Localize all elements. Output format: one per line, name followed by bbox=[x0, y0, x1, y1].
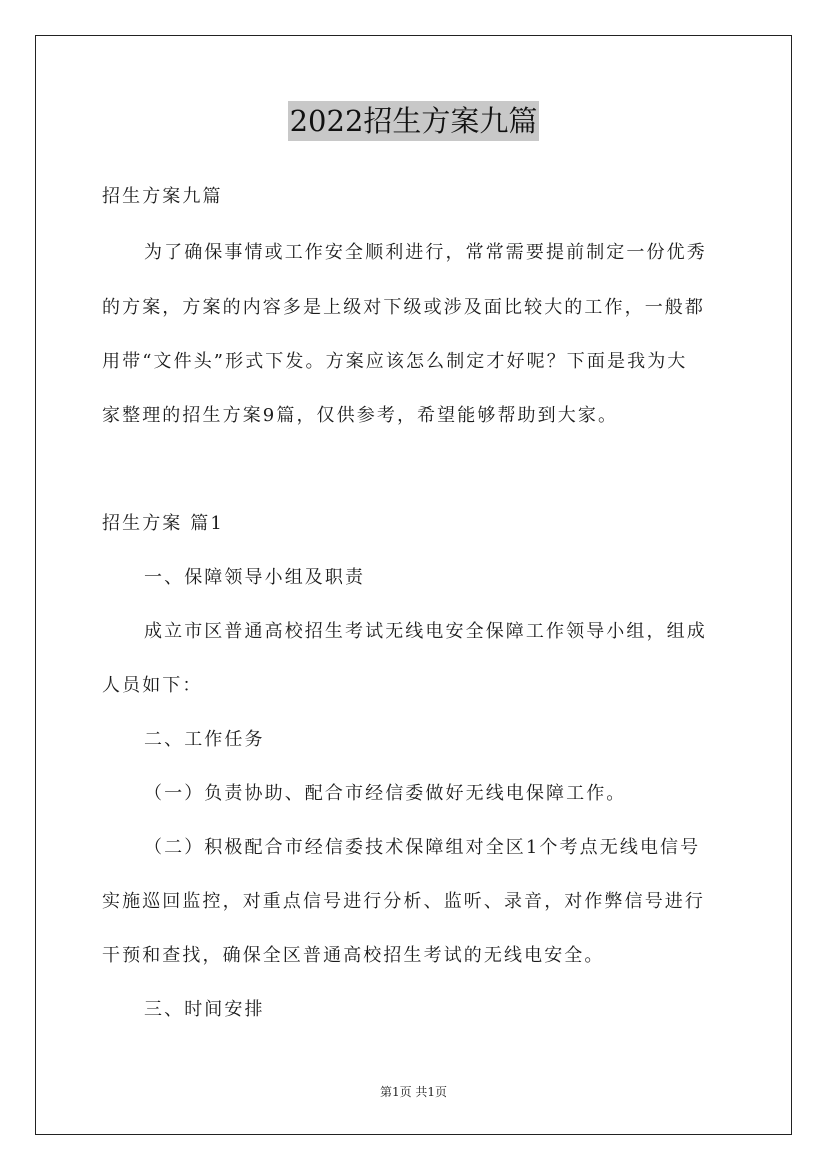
page-footer: 第1页 共1页 bbox=[379, 1085, 448, 1099]
body-line-5: （一）负责协助、配合市经信委做好无线电保障工作。 bbox=[144, 783, 627, 804]
intro-line-1: 为了确保事情或工作安全顺利进行，常常需要提前制定一份优秀 bbox=[144, 242, 707, 263]
body-line-9: 三、时间安排 bbox=[144, 999, 265, 1020]
body-line-1: 一、保障领导小组及职责 bbox=[144, 567, 366, 588]
body-line-6: （二）积极配合市经信委技术保障组对全区1个考点无线电信号 bbox=[144, 837, 701, 858]
body-line-2: 成立市区普通高校招生考试无线电安全保障工作领导小组，组成 bbox=[144, 621, 707, 642]
section-heading: 招生方案 篇1 bbox=[102, 513, 224, 534]
document-subtitle: 招生方案九篇 bbox=[102, 186, 223, 207]
body-line-3: 人员如下： bbox=[102, 675, 203, 696]
document-title: 2022招生方案九篇 bbox=[288, 101, 540, 141]
intro-line-4: 家整理的招生方案9篇，仅供参考，希望能够帮助到大家。 bbox=[102, 405, 619, 426]
intro-line-2: 的方案，方案的内容多是上级对下级或涉及面比较大的工作，一般都 bbox=[102, 297, 705, 318]
body-line-7: 实施巡回监控，对重点信号进行分析、监听、录音，对作弊信号进行 bbox=[102, 891, 705, 912]
title-container bbox=[0, 101, 827, 141]
intro-line-3: 用带“文件头”形式下发。方案应该怎么制定才好呢？下面是我为大 bbox=[102, 351, 688, 372]
body-line-4: 二、工作任务 bbox=[144, 729, 265, 750]
body-line-8: 干预和查找，确保全区普通高校招生考试的无线电安全。 bbox=[102, 945, 605, 966]
